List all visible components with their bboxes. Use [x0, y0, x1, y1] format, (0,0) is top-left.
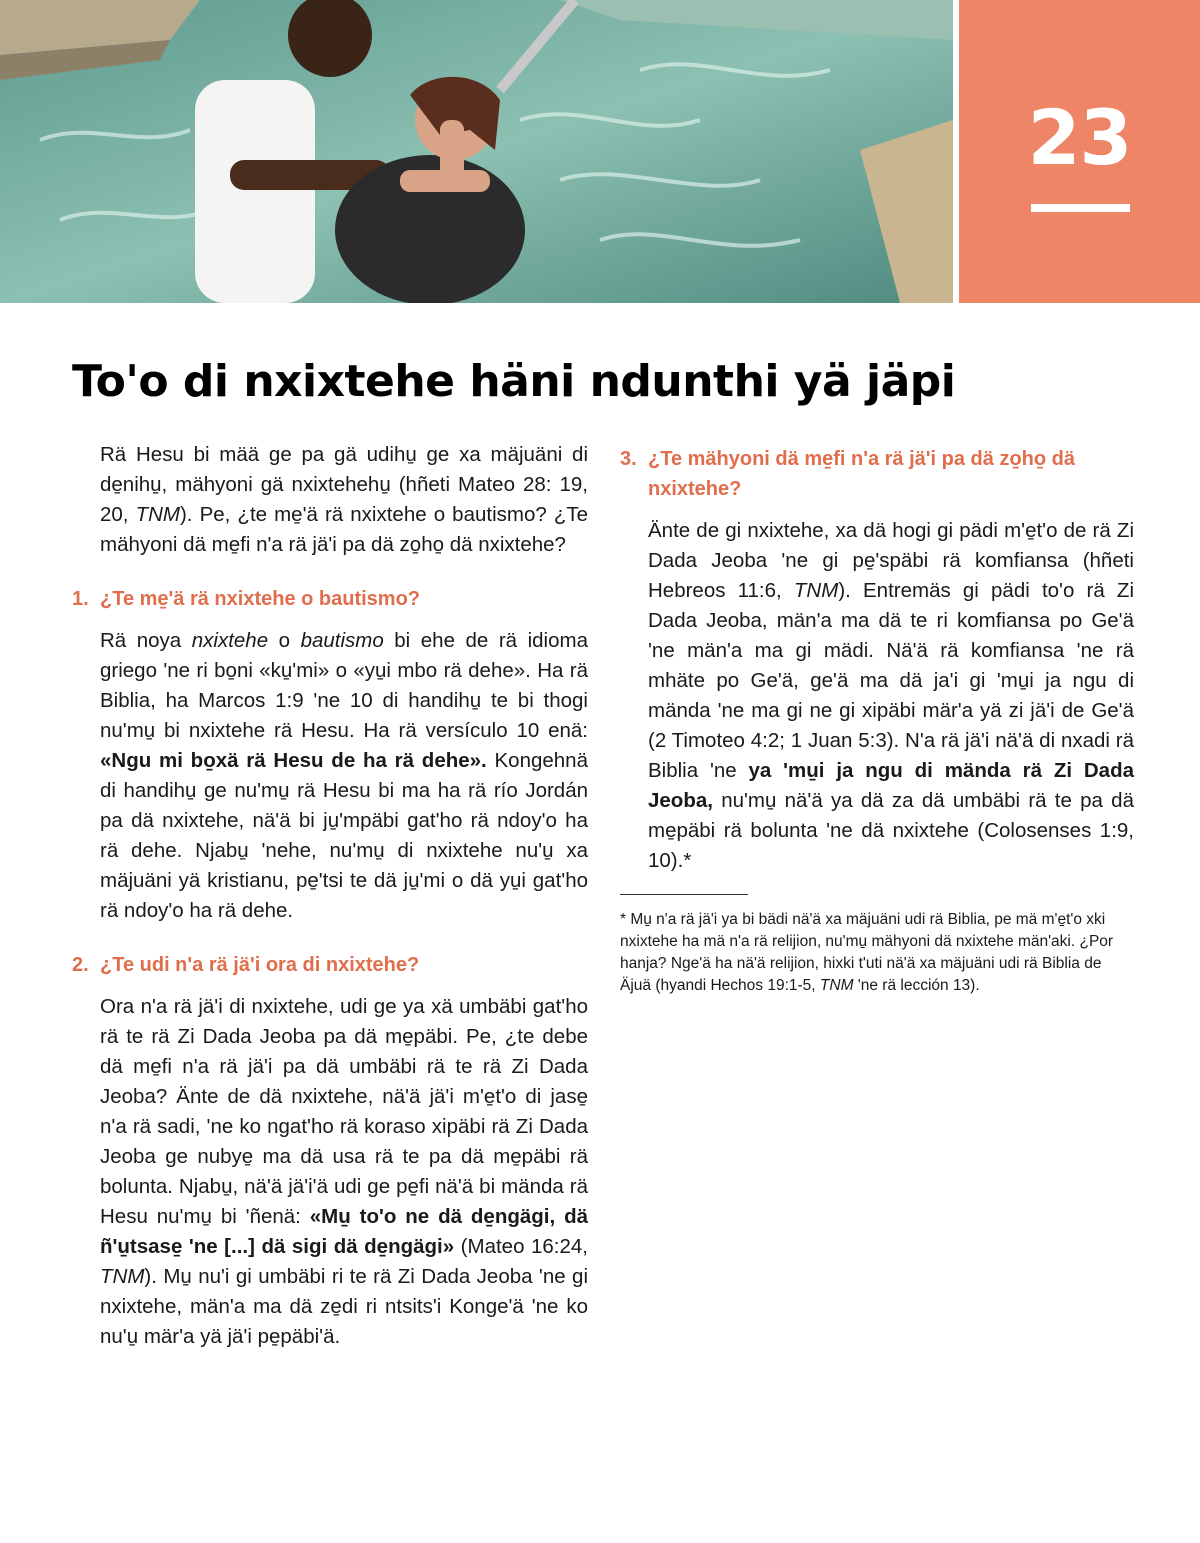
footnote-emphasis: TNM — [819, 977, 854, 994]
s2-text-3: ). Mu̱ nu'i gi umbäbi ri te rä Zi Dada Jeoba 'ne gi nxixtehe, män'a ma dä ze̱di ri ntsits'i Konge'ä 'ne ko nu'u̱ mär'a yä jä'i pe̱päbi'ä. — [100, 1265, 588, 1348]
section-1-number: 1. — [72, 588, 89, 610]
hero-photo-baptism — [0, 0, 953, 303]
s2-emphasis: TNM — [100, 1265, 145, 1288]
intro-text: Rä Hesu bi mää ge pa gä udihu̱ ge xa mäjuäni di de̱nihu̱, mähyoni gä nxixtehehu̱ (hñeti Mateo 28: 19, 20, — [100, 443, 588, 526]
section-3-number: 3. — [620, 448, 637, 470]
s1-emphasis-1: nxixtehe — [191, 629, 269, 652]
s3-bold-phrase: ya 'mu̱i ja ngu di mända rä Zi Dada Jeoba, — [648, 759, 1134, 812]
s1-text-4: Kongehnä di handihu̱ ge nu'mu̱ rä Hesu bi ma ha rä río Jordán pa dä nxixtehe, nä'ä bi ju̱'mpäbi gat'ho rä ndoy'o ha rä dehe. Njabu̱ 'nehe, nu'mu̱ di nxixtehe nu'u̱ xa mäjuäni yä kristianu, pe̱'tsi te dä ju̱'mi o dä yu̱i gat'ho rä ndoy'o ha rä dehe. — [100, 749, 588, 922]
s3-text-2: ). Entremäs gi pädi to'o rä Zi Dada Jeoba, män'a ma dä te ri komfiansa po Ge'ä 'ne män'a ma gi mädi. Nä'ä rä komfiansa 'ne rä mhäte po Ge'ä, ge'ä ma dä ja'i gi 'mu̱i ja ngu di mända 'ne ma gi ne gi xipäbi mär'a yä zi jä'i de Ge'ä (2 Timoteo 4:2; 1 Juan 5:3). N'a rä jä'i nä'ä di nxadi rä Biblia 'ne — [648, 579, 1134, 782]
section-1-question: ¿Te me̱'ä rä nxixtehe o bautismo? — [100, 588, 421, 610]
s1-text-3: bi ehe de rä idioma griego 'ne ri bo̱ni «ku̱'mi» o «yu̱i mbo rä dehe». Ha rä Biblia, ha Marcos 1:9 'ne 10 di handihu̱ te bi thogi nu'mu̱ bi nxixtehe rä Hesu. Ha rä versículo 10 enä: — [100, 629, 588, 742]
s1-bold-quote: «Ngu mi bo̱xä rä Hesu de ha rä dehe». — [100, 749, 487, 772]
section-1-heading — [72, 584, 588, 614]
footnote-divider — [620, 894, 748, 895]
left-column — [72, 440, 588, 1376]
s3-emphasis: TNM — [793, 579, 839, 602]
intro-paragraph — [100, 440, 588, 560]
baptism-illustration — [0, 0, 953, 303]
s3-text-1: Änte de gi nxixtehe, xa dä hogi gi pädi m'e̱t'o de rä Zi Dada Jeoba 'ne gi pe̱'späbi rä komfiansa (hñeti Hebreos 11:6, — [648, 519, 1134, 602]
footnote-text-1: * Mu̱ n'a rä jä'i ya bi bädi nä'ä xa mäjuäni udi rä Biblia, pe mä m'e̱t'o xki nxixtehe ha mä n'a rä relijion, nu'mu̱ mähyoni dä nxixtehe män'aki. ¿Por hanja? Nge'ä ha nä'ä relijion, hixki t'uti nä'ä xa mäjuäni udi rä Biblia de Äjuä (hyandi Hechos 19:1-5, — [620, 911, 1114, 994]
s1-text-2: o — [268, 629, 301, 652]
s1-emphasis-2: bautismo — [300, 629, 384, 652]
s2-bold-quote: «Mu̱ to'o ne dä de̱ngägi, dä ñ'u̱tsase̱ 'ne [...] dä sigi dä de̱ngägi» — [100, 1205, 588, 1258]
lesson-number: 23 — [1027, 93, 1132, 182]
right-column — [620, 440, 1134, 997]
section-3-paragraph — [648, 516, 1134, 876]
s2-text-1: Ora n'a rä jä'i di nxixtehe, udi ge ya xä umbäbi gat'ho rä te rä Zi Dada Jeoba pa dä me̱päbi. Pe, ¿te debe dä me̱fi n'a rä jä'i pa dä umbäbi rä te rä Zi Dada Jeoba? Änte de dä nxixtehe, nä'ä jä'i m'e̱t'o di jase̱ n'a rä sadi, 'ne ko ngat'ho rä koraso xipäbi rä Zi Dada Jeoba ge nubye̱ ma dä usa rä te pa dä me̱päbi rä bolunta. Njabu̱, nä'ä jä'i'ä udi ge pe̱fi nä'ä bi mända rä Hesu nu'mu̱ bi 'ñenä: — [100, 995, 588, 1228]
s1-text-1: Rä noya — [100, 629, 192, 652]
lesson-number-box — [959, 0, 1200, 303]
section-2-number: 2. — [72, 954, 89, 976]
footnote — [620, 909, 1134, 997]
s3-text-3: nu'mu̱ nä'ä ya dä za dä umbäbi rä te pa dä me̱päbi rä bolunta 'ne dä nxixtehe (Colosenses 1:9, 10).* — [648, 789, 1134, 872]
intro-emphasis: TNM — [135, 503, 180, 526]
section-2-question: ¿Te udi n'a rä jä'i ora di nxixtehe? — [100, 954, 420, 976]
lesson-title: To'o di nxixtehe häni ndunthi yä jäpi — [72, 356, 956, 407]
intro-text-end: ). Pe, ¿te me̱'ä rä nxixtehe o bautismo? ¿Te mähyoni dä me̱fi n'a rä jä'i pa dä zo̱ho̱ dä nxixtehe? — [100, 503, 588, 556]
section-3-heading — [620, 444, 1134, 504]
section-2-paragraph — [100, 992, 588, 1352]
s2-text-2: (Mateo 16:24, — [454, 1235, 588, 1258]
section-2-heading — [72, 950, 588, 980]
lesson-number-underline — [1031, 204, 1130, 212]
section-1-paragraph — [100, 626, 588, 926]
footnote-text-2: 'ne rä lección 13). — [853, 977, 980, 994]
section-3-question: ¿Te mähyoni dä me̱fi n'a rä jä'i pa dä zo̱ho̱ dä nxixtehe? — [648, 448, 1076, 500]
